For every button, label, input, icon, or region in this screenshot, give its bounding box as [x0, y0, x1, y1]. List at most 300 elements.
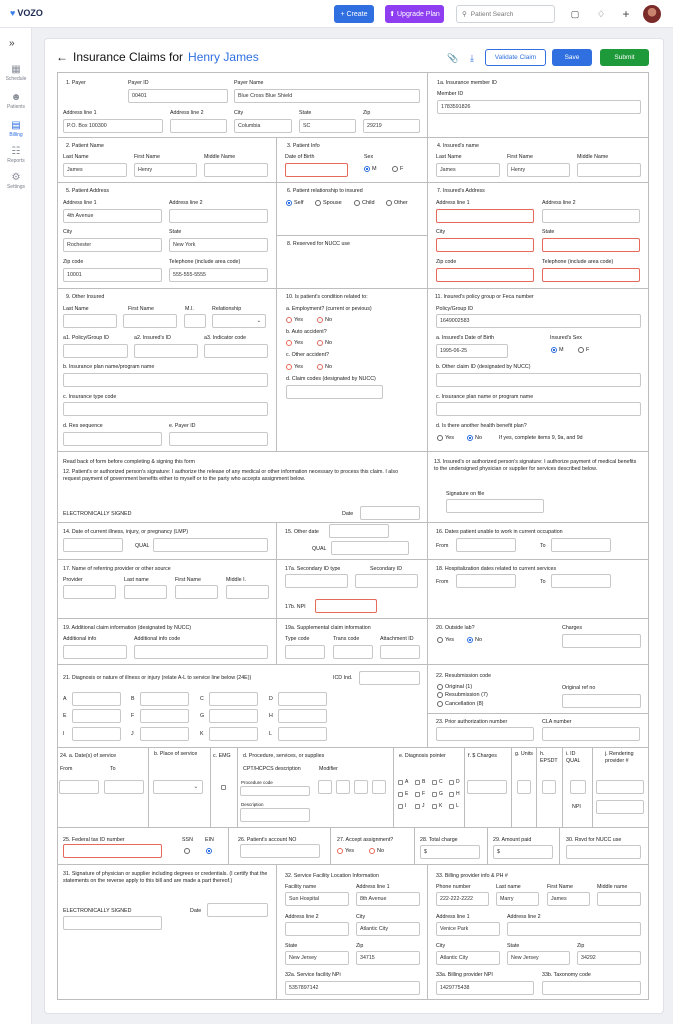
trans-code-label: Trans code [333, 636, 360, 642]
diagnosis-letter-c: C [200, 696, 204, 702]
amount-paid-input[interactable]: $ [493, 845, 553, 859]
diagnosis-letter-e: E [63, 713, 67, 719]
attachment-id-input[interactable] [380, 645, 420, 659]
pointer-checkbox-i[interactable] [398, 804, 403, 809]
patient-last-input[interactable]: James [63, 163, 127, 177]
radio-dot [315, 200, 321, 206]
relationship-child-radio[interactable] [354, 200, 375, 206]
pointer-checkbox-b[interactable] [415, 780, 420, 785]
relationship-spouse-radio[interactable] [315, 200, 342, 206]
diagnosis-input-j[interactable] [140, 727, 189, 741]
insured-city-label: City [436, 229, 446, 235]
pointer-label-g: G [439, 791, 443, 797]
other-mi-label: M.I. [185, 306, 194, 312]
billing-city-input[interactable]: Atlantic City [436, 951, 500, 965]
patient-first-label: First Name [134, 154, 160, 160]
billing-state-input[interactable]: New Jersey [507, 951, 570, 965]
box-15-date-input[interactable] [329, 524, 389, 538]
claim-codes-input[interactable] [286, 385, 383, 399]
sidebar-item-patients[interactable] [0, 92, 32, 110]
insured-address1-label: Address line 1 [436, 200, 470, 206]
radio-dot [317, 317, 323, 323]
sex-m-radio[interactable] [364, 166, 377, 172]
pointer-checkbox-e[interactable] [398, 792, 403, 797]
sidebar-item-schedule[interactable] [0, 64, 32, 82]
patient-zip-input[interactable]: 10001 [63, 268, 162, 282]
patient-last-label: Last Name [63, 154, 89, 160]
other-accident-yes-radio[interactable] [286, 364, 303, 370]
box-32-title: 32. Service Facility Location Information [285, 873, 379, 879]
referring-provider-input[interactable] [63, 585, 116, 599]
payer-city-input[interactable]: Columbia [234, 119, 292, 133]
patient-state-input[interactable]: New York [169, 238, 268, 252]
insured-tel-input[interactable] [542, 268, 640, 282]
epsdt-input[interactable] [542, 780, 556, 794]
facility-city-input[interactable]: Atlantic City [356, 922, 420, 936]
col-24d-modifier: Modifier [319, 766, 338, 772]
validate-claim-button[interactable]: Validate Claim [485, 49, 546, 66]
diagnosis-input-d[interactable] [278, 692, 327, 706]
patient-address2-label: Address line 2 [169, 200, 203, 206]
other-last-label: Last Name [63, 306, 89, 312]
pointer-checkbox-j[interactable] [415, 804, 420, 809]
diagnosis-letter-j: J [131, 731, 134, 737]
box-18-from-input[interactable] [456, 574, 516, 588]
other-e-input[interactable] [169, 432, 268, 446]
box-27 [330, 827, 415, 865]
service-from-input[interactable] [59, 780, 99, 794]
payer-id-input[interactable]: 00401 [128, 89, 228, 103]
other-a2-input[interactable] [134, 344, 198, 358]
insured-sex-f-radio[interactable] [578, 347, 589, 353]
diagnosis-input-i[interactable] [72, 727, 121, 741]
diagnosis-input-e[interactable] [72, 709, 121, 723]
diagnosis-input-g[interactable] [209, 709, 258, 723]
box-2-title: 2. Patient Name [66, 143, 104, 149]
other-b-label: b. Insurance plan name/program name [63, 364, 155, 370]
box-31-signature-input[interactable] [63, 916, 162, 930]
trans-code-input[interactable] [333, 645, 373, 659]
units-input[interactable] [517, 780, 531, 794]
box-22-title: 22. Resubmission code [436, 673, 492, 679]
patient-tel-label: Telephone (include area code) [169, 259, 241, 265]
sidebar-item-billing[interactable] [0, 120, 32, 138]
patient-dob-input[interactable] [285, 163, 348, 177]
insured-dob-input[interactable]: 1995-06-25 [436, 344, 508, 358]
pointer-label-h: H [456, 791, 460, 797]
upgrade-plan-button[interactable]: ⬆ Upgrade Plan [385, 5, 444, 23]
patient-address1-input[interactable]: 4th Avenue [63, 209, 162, 223]
payer-state-input[interactable]: SC [299, 119, 356, 133]
diagnosis-input-k[interactable] [209, 727, 258, 741]
attachment-icon[interactable]: 📎 [447, 52, 459, 63]
radio-dot [392, 166, 398, 172]
facility-name-input[interactable]: Sun Hospital [285, 892, 349, 906]
radio-dot [286, 340, 292, 346]
facility-address2-input[interactable] [285, 922, 349, 936]
box-26-title: 26. Patient's account NO [238, 837, 297, 843]
download-icon[interactable]: ⤓ [470, 52, 474, 63]
box-13-text: 13. Insured's or authorized person's signature: I authorize payment of medical benefits to the undersigned physician or supplier for services described below. [434, 459, 637, 472]
col-24d-cpt: CPT/HCPCS description [243, 766, 301, 772]
facility-zip-input[interactable]: 34715 [356, 951, 420, 965]
col-24e [393, 747, 465, 828]
accept-no-radio[interactable] [369, 848, 384, 854]
other-a3-input[interactable] [204, 344, 268, 358]
radio-dot [467, 637, 473, 643]
box-16-to-label: To [540, 543, 546, 549]
payer-state-label: State [299, 110, 312, 116]
box-14-qual-input[interactable] [153, 538, 268, 552]
box-9-title: 9. Other Insured [66, 294, 105, 300]
sidebar-item-reports[interactable] [0, 146, 32, 164]
payer-name-input[interactable]: Blue Cross Blue Shield [234, 89, 420, 103]
billing-last-input[interactable]: Marry [496, 892, 539, 906]
billing-zip-input[interactable]: 34292 [577, 951, 641, 965]
resub-original-radio[interactable] [437, 684, 472, 690]
radio-dot [286, 200, 292, 206]
patient-search-input[interactable] [456, 5, 555, 23]
emg-checkbox[interactable] [221, 785, 226, 790]
radio-label: No [325, 364, 333, 370]
radio-dot [551, 347, 557, 353]
box-1a-title: 1a. Insurance member ID [437, 80, 497, 86]
diagnosis-input-h[interactable] [278, 709, 327, 723]
other-last-input[interactable] [63, 314, 117, 328]
user-avatar[interactable] [643, 5, 661, 23]
col-24j-title: j. Rendering provider # [605, 751, 634, 764]
additional-info-label: Additional info [63, 636, 97, 642]
col-24c-title: c. EMG [213, 753, 231, 759]
other-d-input[interactable] [63, 432, 162, 446]
insured-last-input[interactable]: James [436, 163, 500, 177]
box-15-qual-input[interactable] [331, 541, 409, 555]
sidebar-label: Billing [9, 132, 23, 138]
box-27-title: 27. Accept assignment? [337, 837, 394, 843]
pointer-checkbox-c[interactable] [432, 780, 437, 785]
member-id-input[interactable]: 1783591826 [437, 100, 641, 114]
radio-label: Original (1) [445, 684, 473, 690]
diagnosis-letter-l: L [269, 731, 272, 737]
auto-no-radio[interactable] [317, 340, 332, 346]
outside-lab-no-radio[interactable] [467, 637, 482, 643]
additional-info-input[interactable] [63, 645, 127, 659]
insured-address1-input[interactable] [436, 209, 534, 223]
box-5-title: 5. Patient Address [66, 188, 109, 194]
radio-dot [437, 692, 443, 698]
other-a1-input[interactable] [63, 344, 128, 358]
radio-label: Yes [445, 637, 454, 643]
billing-first-input[interactable]: James [547, 892, 590, 906]
insured-sex-m-radio[interactable] [551, 347, 564, 353]
box-13-signature-label: Signature on file [446, 491, 485, 497]
charges-input[interactable] [562, 634, 641, 648]
prior-auth-input[interactable] [436, 727, 534, 741]
diagnosis-letter-b: B [131, 696, 135, 702]
box-16-from-label: From [436, 543, 449, 549]
diagnosis-letter-k: K [200, 731, 204, 737]
box-29-title: 29. Amount paid [493, 837, 532, 843]
plus-icon[interactable]: + [622, 7, 630, 21]
id-qual-input[interactable] [570, 780, 586, 794]
back-arrow-icon[interactable]: ← [56, 50, 68, 64]
description-input[interactable] [240, 808, 310, 822]
other-c-input[interactable] [63, 402, 268, 416]
insured-plan-label: c. Insurance plan name or program name [436, 394, 534, 400]
accept-yes-radio[interactable] [337, 848, 354, 854]
billing-phone-input[interactable]: 222-222-2222 [436, 892, 489, 906]
pointer-checkbox-f[interactable] [415, 792, 420, 797]
pointer-checkbox-l[interactable] [449, 804, 454, 809]
billing-address2-label: Address line 2 [507, 914, 541, 920]
create-button[interactable]: + Create [334, 5, 374, 23]
box-18-to-input[interactable] [551, 574, 611, 588]
rendering-npi-input[interactable] [596, 800, 644, 814]
referring-mi-input[interactable] [226, 585, 269, 599]
outside-lab-yes-radio[interactable] [437, 637, 454, 643]
radio-dot [467, 435, 473, 441]
employment-no-radio[interactable] [317, 317, 332, 323]
insured-address2-input[interactable] [542, 209, 640, 223]
other-first-input[interactable] [123, 314, 177, 328]
pointer-checkbox-g[interactable] [432, 792, 437, 797]
auto-yes-radio[interactable] [286, 340, 303, 346]
heart-logo-icon: ♥ [10, 8, 16, 18]
taxonomy-input[interactable] [542, 981, 641, 995]
other-first-label: First Name [128, 306, 154, 312]
original-ref-label: Original ref no [562, 685, 596, 691]
billing-first-label: First Name [547, 884, 573, 890]
patient-sex-label: Sex [364, 154, 374, 160]
payer-zip-input[interactable]: 29219 [363, 119, 420, 133]
box-31-date-label: Date [190, 908, 202, 914]
rendering-provider-input[interactable] [596, 780, 644, 794]
another-plan-note: If yes, complete items 9, 9a, and 9d [499, 435, 583, 441]
box-12-date-label: Date [342, 511, 354, 517]
pointer-checkbox-h[interactable] [449, 792, 454, 797]
taxonomy-label: 33b. Taxonomy code [542, 972, 591, 978]
ssn-radio[interactable] [184, 848, 190, 854]
referring-first-input[interactable] [175, 585, 218, 599]
other-mi-input[interactable] [184, 314, 206, 328]
box-16-from-input[interactable] [456, 538, 516, 552]
radio-label: Yes [294, 317, 303, 323]
payer-id-label: Payer ID [128, 80, 149, 86]
patient-tel-input[interactable]: 555-555-5555 [169, 268, 268, 282]
insured-first-input[interactable]: Henry [507, 163, 570, 177]
sidebar-label: Reports [7, 158, 25, 164]
diagnosis-input-f[interactable] [140, 709, 189, 723]
billing-address1-input[interactable]: Venice Park [436, 922, 500, 936]
tax-id-input[interactable] [63, 844, 162, 858]
billing-last-label: Last name [496, 884, 521, 890]
radio-label: F [586, 347, 590, 353]
diagnosis-input-c[interactable] [209, 692, 258, 706]
box-12-date-input[interactable] [360, 506, 420, 520]
other-claim-input[interactable] [436, 373, 641, 387]
billing-middle-input[interactable] [597, 892, 641, 906]
sidebar-item-settings[interactable] [0, 172, 32, 190]
collapse-toggle-icon[interactable]: » [9, 38, 15, 49]
patient-middle-input[interactable] [204, 163, 268, 177]
insured-middle-label: Middle Name [577, 154, 609, 160]
auto-accident-label: b. Auto accident? [286, 329, 327, 335]
box-31-date-input[interactable] [207, 903, 268, 917]
bell-icon[interactable]: ♢ [596, 8, 606, 19]
billing-npi-label: 33a. Billing provider NPI [436, 972, 493, 978]
sex-f-radio[interactable] [392, 166, 403, 172]
diagnosis-letter-a: A [63, 696, 67, 702]
box-15-qual-label: QUAL [312, 546, 327, 552]
pointer-label-i: I [405, 803, 407, 809]
referring-npi-input[interactable] [315, 599, 377, 613]
patients-icon: ☻ [10, 92, 22, 103]
box-14-date-input[interactable] [63, 538, 123, 552]
payer-address2-input[interactable] [170, 119, 227, 133]
another-plan-no-radio[interactable] [467, 435, 482, 441]
other-accident-no-radio[interactable] [317, 364, 332, 370]
clia-input[interactable] [542, 727, 640, 741]
billing-npi-input[interactable]: 1429775438 [436, 981, 534, 995]
insured-plan-input[interactable] [436, 402, 641, 416]
diagnosis-input-b[interactable] [140, 692, 189, 706]
referring-first-label: First Name [175, 577, 201, 583]
ein-radio[interactable] [206, 848, 212, 854]
box-14-qual-label: QUAL [135, 543, 150, 549]
pointer-checkbox-a[interactable] [398, 780, 403, 785]
radio-dot [437, 701, 443, 707]
other-c-label: c. Insurance type code [63, 394, 117, 400]
logo-text: VOZO [17, 8, 43, 18]
pointer-checkbox-d[interactable] [449, 780, 454, 785]
total-charge-input[interactable]: $ [420, 845, 480, 859]
place-of-service-select[interactable] [153, 780, 203, 794]
chat-icon[interactable]: ▢ [570, 8, 580, 19]
patient-address2-input[interactable] [169, 209, 268, 223]
patient-name: Henry James [188, 50, 259, 64]
calendar-icon: ▦ [11, 64, 21, 75]
modifier-4-input[interactable] [372, 780, 386, 794]
billing-address2-input[interactable] [507, 922, 641, 936]
other-b-input[interactable] [63, 373, 268, 387]
facility-state-input[interactable]: New Jersey [285, 951, 349, 965]
insured-zip-input[interactable] [436, 268, 534, 282]
radio-label: Yes [445, 435, 454, 441]
original-ref-input[interactable] [562, 694, 641, 708]
insured-city-input[interactable] [436, 238, 534, 252]
save-button[interactable]: Save [552, 49, 592, 66]
radio-label: Yes [294, 364, 303, 370]
referring-last-input[interactable] [124, 585, 167, 599]
secondary-id-label: Secondary ID [370, 566, 403, 572]
radio-label: No [325, 317, 333, 323]
insured-dob-label: a. Insured's Date of Birth [436, 335, 495, 341]
sidebar-label: Settings [6, 184, 26, 190]
radio-dot [184, 848, 190, 854]
additional-code-input[interactable] [134, 645, 268, 659]
pointer-label-j: J [422, 803, 425, 809]
box-25-title: 25. Federal tax ID number [63, 837, 125, 843]
payer-address2-label: Address line 2 [170, 110, 204, 116]
reports-icon: ☷ [11, 146, 21, 157]
radio-label: No [377, 848, 385, 854]
col-24a-to: To [110, 766, 116, 772]
box-16-title: 16. Dates patient unable to work in current occupation [436, 529, 563, 535]
relationship-other-radio[interactable] [386, 200, 408, 206]
nucc-reserved-input[interactable] [566, 845, 641, 859]
procedure-code-input[interactable] [240, 786, 310, 796]
modifier-3-input[interactable] [354, 780, 368, 794]
relationship-self-radio[interactable] [286, 200, 303, 206]
modifier-2-input[interactable] [336, 780, 350, 794]
radio-dot [206, 848, 212, 854]
col-24h-title: h. EPSDT [540, 751, 558, 764]
box-18-from-label: From [436, 579, 449, 585]
box-10-title: 10. Is patient's condition related to: [286, 294, 368, 300]
payer-city-label: City [234, 110, 244, 116]
box-4-title: 4. Insured's name [437, 143, 479, 149]
secondary-type-input[interactable] [285, 574, 348, 588]
box-12-text: 12. Patient's or authorized person's signature: I authorize the release of any medical or other information necessary to process this claim. I also request payment of government benefits either to myself or to the party who accepts assignment below. [63, 469, 399, 482]
resub-cancellation-radio[interactable] [437, 701, 484, 707]
employment-yes-radio[interactable] [286, 317, 303, 323]
icd-ind-input[interactable] [359, 671, 420, 685]
insured-middle-input[interactable] [577, 163, 641, 177]
resub-resubmission-radio[interactable] [437, 692, 488, 698]
policy-group-label: Policy/Group ID [436, 306, 474, 312]
radio-dot [369, 848, 375, 854]
vozo-logo[interactable] [10, 8, 43, 18]
billing-icon: ▤ [11, 120, 21, 131]
box-1-title: 1. Payer [66, 80, 86, 86]
policy-group-input[interactable]: 1649002583 [436, 314, 641, 328]
patient-first-input[interactable]: Henry [134, 163, 197, 177]
box-16-to-input[interactable] [551, 538, 611, 552]
other-claim-label: b. Other claim ID (designated by NUCC) [436, 364, 531, 370]
pointer-checkbox-k[interactable] [432, 804, 437, 809]
secondary-id-input[interactable] [355, 574, 418, 588]
another-plan-yes-radio[interactable] [437, 435, 454, 441]
facility-address1-input[interactable]: 8th Avenue [356, 892, 420, 906]
diagnosis-input-a[interactable] [72, 692, 121, 706]
secondary-type-label: 17a. Secondary ID type [285, 566, 341, 572]
facility-address2-label: Address line 2 [285, 914, 319, 920]
charges-line-input[interactable] [467, 780, 507, 794]
type-code-input[interactable] [285, 645, 325, 659]
ssn-label: SSN [182, 837, 193, 843]
patient-city-input[interactable]: Rochester [63, 238, 162, 252]
insured-tel-label: Telephone (include area code) [542, 259, 614, 265]
insured-state-input[interactable] [542, 238, 640, 252]
insured-sex-label: Insured's Sex [550, 335, 582, 341]
facility-state-label: State [285, 943, 298, 949]
claim-codes-label: d. Claim codes (designated by NUCC) [286, 376, 376, 382]
modifier-1-input[interactable] [318, 780, 332, 794]
payer-address1-input[interactable]: P.O. Box 100300 [63, 119, 163, 133]
facility-npi-input[interactable]: 5357897142 [285, 981, 420, 995]
account-no-input[interactable] [240, 844, 320, 858]
radio-label: Spouse [323, 200, 342, 206]
service-to-input[interactable] [104, 780, 144, 794]
box-13-signature-input[interactable] [446, 499, 544, 513]
sidebar [0, 28, 32, 1024]
submit-button[interactable]: Submit [600, 49, 649, 66]
diagnosis-input-l[interactable] [278, 727, 327, 741]
col-24i-title: i. ID QUAL [566, 751, 581, 764]
rendering-npi-label: NPI [572, 804, 581, 810]
radio-label: F [400, 166, 404, 172]
other-relationship-select[interactable] [212, 314, 266, 328]
